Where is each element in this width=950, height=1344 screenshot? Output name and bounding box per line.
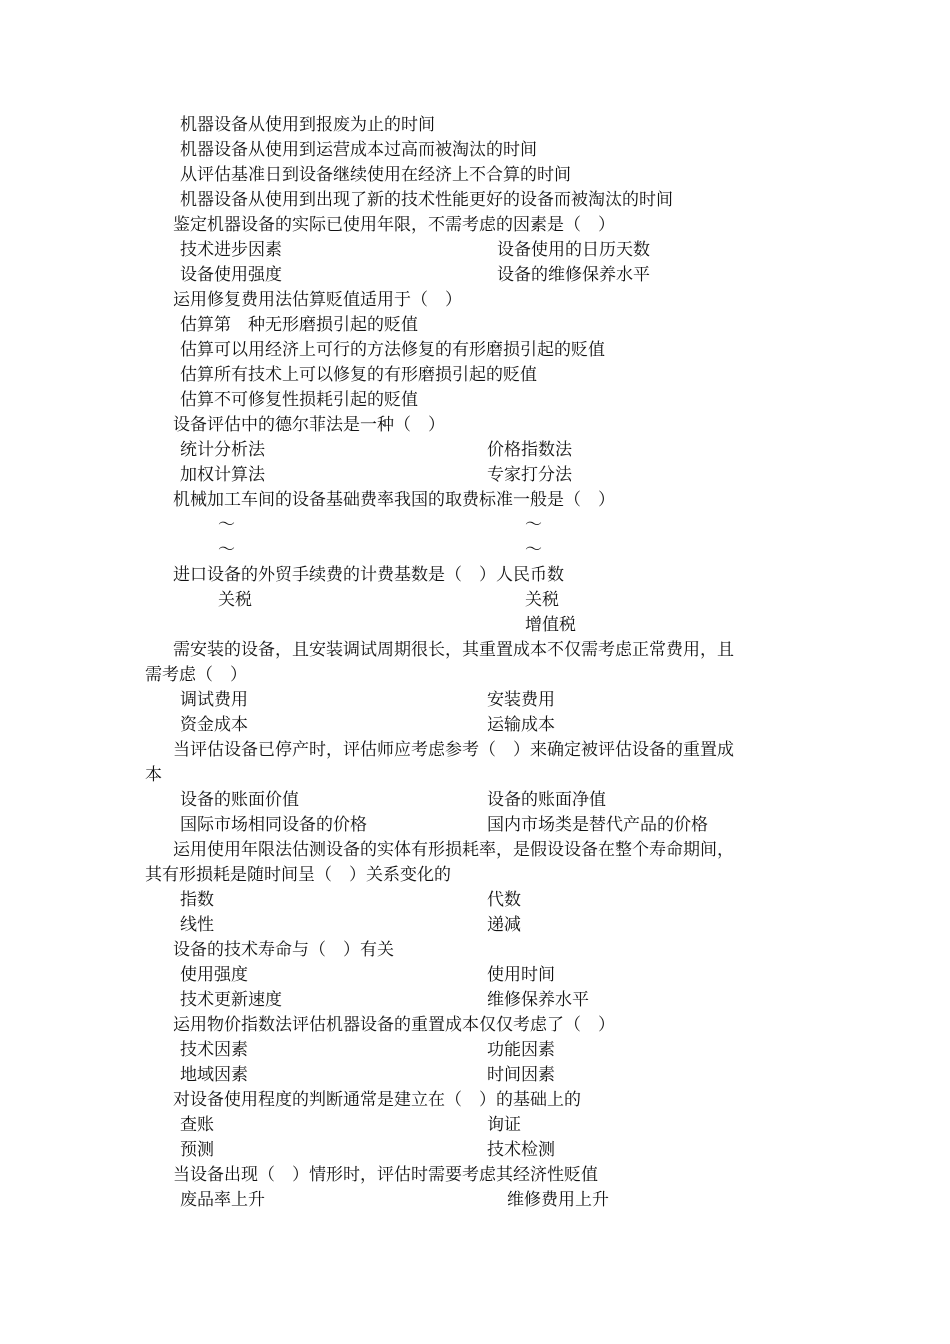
option-line: 国际市场相同设备的价格 (180, 815, 367, 835)
option-line: 机器设备从使用到报废为止的时间 (180, 115, 435, 135)
option-line: 机器设备从使用到出现了新的技术性能更好的设备而被淘汰的时间 (180, 190, 673, 210)
option-line: 设备使用强度 (180, 265, 282, 285)
option-line: 设备的维修保养水平 (497, 265, 650, 285)
option-line: 从评估基准日到设备继续使用在经济上不合算的时间 (180, 165, 571, 185)
option-line: 指数 (180, 890, 214, 910)
option-line: 功能因素 (487, 1040, 555, 1060)
option-line: 估算可以用经济上可行的方法修复的有形磨损引起的贬值 (180, 340, 605, 360)
option-line: 安装费用 (487, 690, 555, 710)
option-line: 资金成本 (180, 715, 248, 735)
option-line: 设备的账面净值 (487, 790, 606, 810)
option-line: 估算所有技术上可以修复的有形磨损引起的贬值 (180, 365, 537, 385)
option-line: 时间因素 (487, 1065, 555, 1085)
option-line: 使用时间 (487, 965, 555, 985)
option-line: 国内市场类是替代产品的价格 (487, 815, 708, 835)
option-line: 设备使用的日历天数 (497, 240, 650, 260)
question-line: 当评估设备已停产时，评估师应考虑参考（ ）来确定被评估设备的重置成 (173, 740, 734, 760)
question-line: 本 (145, 765, 162, 785)
option-line: 询证 (487, 1115, 521, 1135)
option-line: 估算第 种无形磨损引起的贬值 (180, 315, 418, 335)
question-line: 运用使用年限法估测设备的实体有形损耗率，是假设设备在整个寿命期间， (173, 840, 734, 860)
question-line: 设备的技术寿命与（ ）有关 (173, 940, 394, 960)
option-line: 预测 (180, 1140, 214, 1160)
question-line: 其有形损耗是随时间呈（ ）关系变化的 (145, 865, 451, 885)
question-line: 需安装的设备，且安装调试周期很长，其重置成本不仅需考虑正常费用，且 (173, 640, 734, 660)
option-line: 机器设备从使用到运营成本过高而被淘汰的时间 (180, 140, 537, 160)
option-line: 关税 (525, 590, 559, 610)
option-line: ～ (218, 515, 235, 535)
option-line: 维修费用上升 (507, 1190, 609, 1210)
option-line: ～ (218, 540, 235, 560)
option-line: 废品率上升 (180, 1190, 265, 1210)
option-line: 技术检测 (487, 1140, 555, 1160)
option-line: 技术进步因素 (180, 240, 282, 260)
question-line: 设备评估中的德尔菲法是一种（ ） (173, 415, 445, 435)
option-line: 调试费用 (180, 690, 248, 710)
question-line: 进口设备的外贸手续费的计费基数是（ ）人民币数 (173, 565, 564, 585)
option-line: 递减 (487, 915, 521, 935)
question-line: 对设备使用程度的判断通常是建立在（ ）的基础上的 (173, 1090, 581, 1110)
option-line: 关税 (218, 590, 252, 610)
option-line: 设备的账面价值 (180, 790, 299, 810)
option-line: 查账 (180, 1115, 214, 1135)
option-line: 线性 (180, 915, 214, 935)
option-line: 估算不可修复性损耗引起的贬值 (180, 390, 418, 410)
option-line: 增值税 (525, 615, 576, 635)
option-line: 专家打分法 (487, 465, 572, 485)
option-line: 运输成本 (487, 715, 555, 735)
option-line: 加权计算法 (180, 465, 265, 485)
option-line: ～ (525, 540, 542, 560)
option-line: 维修保养水平 (487, 990, 589, 1010)
option-line: 统计分析法 (180, 440, 265, 460)
question-line: 当设备出现（ ）情形时，评估时需要考虑其经济性贬值 (173, 1165, 598, 1185)
option-line: 技术更新速度 (180, 990, 282, 1010)
question-line: 需考虑（ ） (145, 665, 247, 685)
option-line: 技术因素 (180, 1040, 248, 1060)
question-line: 机械加工车间的设备基础费率我国的取费标准一般是（ ） (173, 490, 615, 510)
question-line: 鉴定机器设备的实际已使用年限，不需考虑的因素是（ ） (173, 215, 615, 235)
option-line: ～ (525, 515, 542, 535)
question-line: 运用修复费用法估算贬值适用于（ ） (173, 290, 462, 310)
option-line: 价格指数法 (487, 440, 572, 460)
question-line: 运用物价指数法评估机器设备的重置成本仅仅考虑了（ ） (173, 1015, 615, 1035)
option-line: 代数 (487, 890, 521, 910)
option-line: 使用强度 (180, 965, 248, 985)
option-line: 地域因素 (180, 1065, 248, 1085)
